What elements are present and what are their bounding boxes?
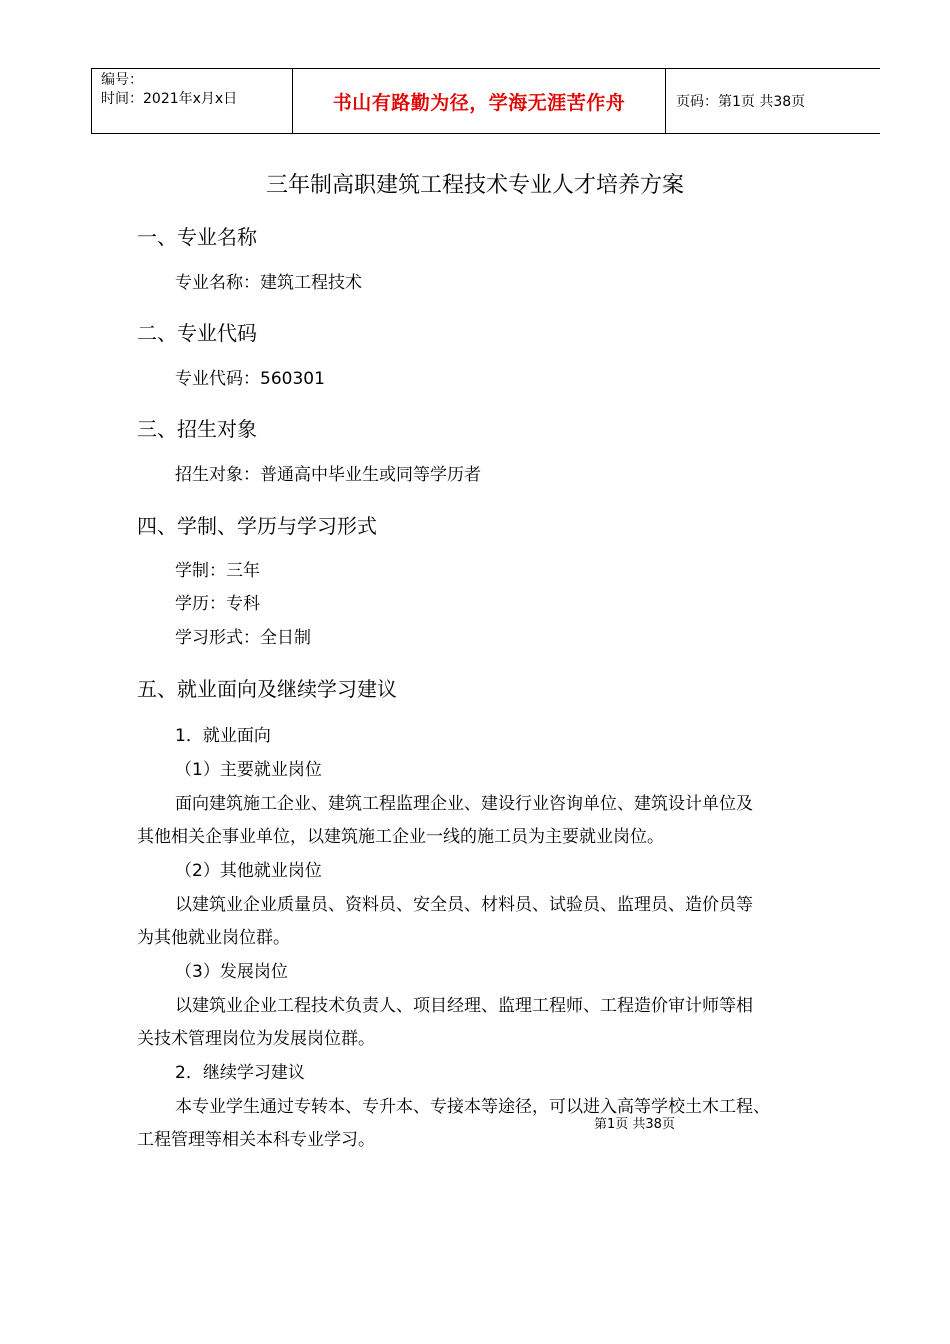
document-header-table (91, 68, 880, 134)
section-heading-3: 三、招生对象 (137, 417, 257, 441)
section-heading-1: 一、专业名称 (137, 225, 257, 249)
section-text-4-line-3: 学习形式：全日制 (175, 628, 311, 648)
header-motto: 书山有路勤为径，学海无涯苦作舟 (293, 69, 666, 133)
section-heading-5: 五、就业面向及继续学习建议 (137, 677, 397, 701)
section-text-2: 专业代码：560301 (175, 369, 325, 389)
section-text-4-line-2: 学历：专科 (175, 594, 260, 614)
subheading-employment: 1．就业面向 (175, 726, 271, 746)
document-number-label: 编号： (101, 72, 143, 88)
subheading-main-positions: （1）主要就业岗位 (175, 760, 322, 780)
paragraph-other-positions-line-2: 为其他就业岗位群。 (137, 928, 290, 948)
section-text-3: 招生对象：普通高中毕业生或同等学历者 (175, 465, 481, 485)
subheading-development-positions: （3）发展岗位 (175, 962, 288, 982)
section-text-1: 专业名称：建筑工程技术 (175, 273, 362, 293)
section-heading-4: 四、学制、学历与学习形式 (137, 514, 377, 538)
paragraph-main-positions-line-2: 其他相关企事业单位，以建筑施工企业一线的施工员为主要就业岗位。 (137, 827, 664, 847)
header-meta-cell (92, 69, 293, 133)
paragraph-further-study-line-2: 工程管理等相关本科专业学习。 (137, 1130, 375, 1150)
document-title: 三年制高职建筑工程技术专业人才培养方案 (265, 173, 684, 198)
footer-page-number: 第1页 共38页 (594, 1117, 675, 1132)
subheading-other-positions: （2）其他就业岗位 (175, 861, 322, 881)
header-page-info: 页码：第1页 共38页 (676, 94, 806, 110)
paragraph-development-line-2: 关技术管理岗位为发展岗位群。 (137, 1029, 375, 1049)
paragraph-other-positions-line-1: 以建筑业企业质量员、资料员、安全员、材料员、试验员、监理员、造价员等 (175, 895, 753, 915)
paragraph-development-line-1: 以建筑业企业工程技术负责人、项目经理、监理工程师、工程造价审计师等相 (175, 996, 753, 1016)
section-heading-2: 二、专业代码 (137, 321, 257, 345)
section-text-4-line-1: 学制：三年 (175, 561, 260, 581)
paragraph-further-study-line-1: 本专业学生通过专转本、专升本、专接本等途径，可以进入高等学校土木工程、 (175, 1097, 770, 1117)
document-time-label: 时间：2021年x月x日 (101, 91, 238, 107)
subheading-further-study: 2．继续学习建议 (175, 1063, 305, 1083)
paragraph-main-positions-line-1: 面向建筑施工企业、建筑工程监理企业、建设行业咨询单位、建筑设计单位及 (175, 794, 753, 814)
